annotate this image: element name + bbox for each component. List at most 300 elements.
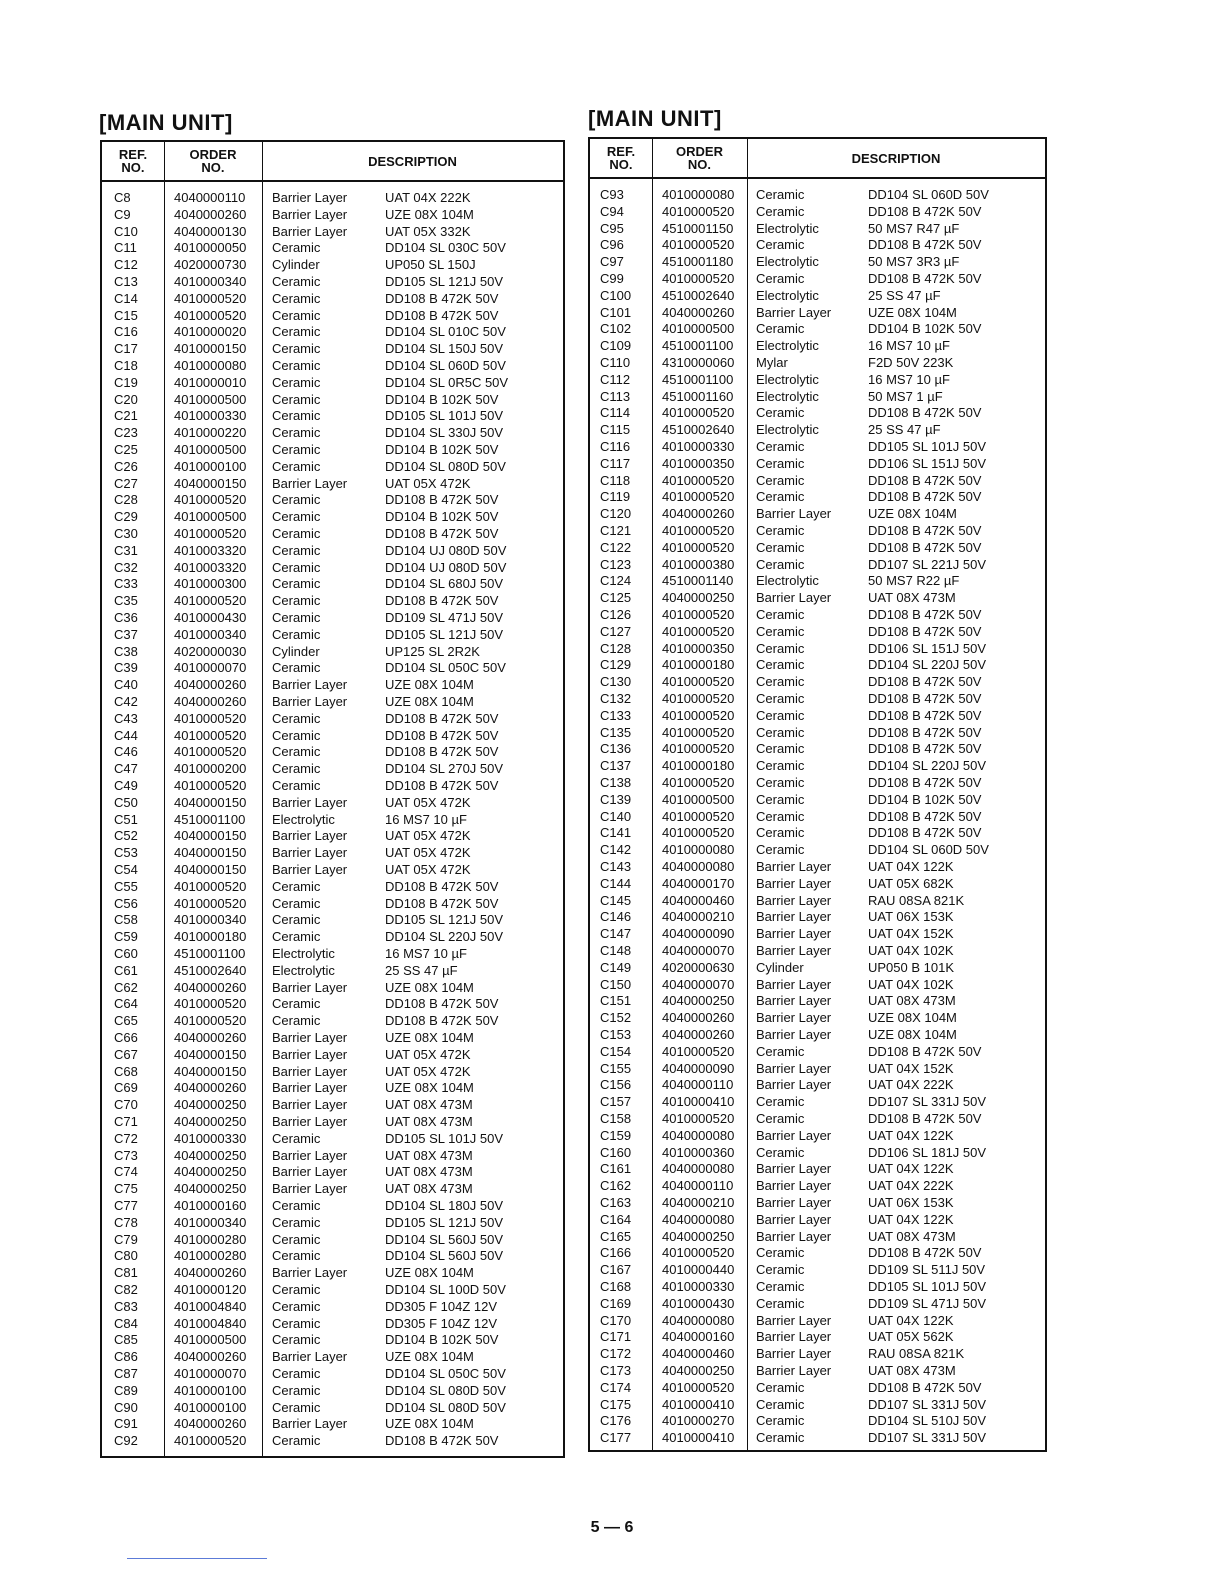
type-cell: Barrier Layer (756, 1178, 832, 1194)
order-no-cell: 4010000520 (174, 710, 247, 726)
type-cell: Barrier Layer (272, 223, 348, 239)
order-no-cell: 4010004840 (174, 1298, 247, 1314)
ref-no-cell: C18 (114, 358, 138, 373)
type-cell: Ceramic (756, 439, 805, 454)
order-no-cell: 4010000520 (662, 623, 735, 639)
order-no-cell: 4040000110 (662, 1178, 734, 1194)
order-no-cell: 4010000520 (662, 607, 735, 622)
ref-no-cell: C89 (114, 1382, 138, 1398)
spec-cell: DD305 F 104Z 12V (385, 1315, 498, 1331)
ref-no-cell: C150 (600, 976, 632, 992)
table-row (590, 1380, 1045, 1397)
ref-no-cell: C159 (600, 1127, 632, 1143)
order-no-cell: 4010000520 (662, 741, 735, 757)
type-cell: Ceramic (272, 374, 321, 390)
order-no-cell: 4010000360 (662, 1144, 735, 1160)
type-cell: Ceramic (272, 1231, 321, 1247)
spec-cell: DD104 SL 060D 50V (868, 187, 989, 202)
ref-no-cell: C113 (600, 388, 631, 404)
spec-cell: DD108 B 472K 50V (385, 710, 499, 726)
order-no-cell: 4010000520 (174, 778, 247, 793)
table-row (102, 459, 563, 476)
type-cell: Electrolytic (756, 371, 819, 387)
order-no-cell: 4010000330 (662, 439, 735, 454)
ref-no-cell: C31 (114, 542, 138, 558)
ref-no-cell: C78 (114, 1214, 138, 1230)
spec-cell: UAT 08X 473M (385, 1164, 473, 1180)
order-no-cell: 4010003320 (174, 559, 247, 575)
table-header (590, 139, 1045, 179)
order-no-cell: 4040000130 (174, 223, 247, 239)
type-cell: Ceramic (756, 1144, 805, 1160)
table-row (102, 543, 563, 560)
spec-cell: DD104 SL 080D 50V (385, 1399, 506, 1415)
ref-no-cell: C176 (600, 1413, 632, 1429)
table-row (102, 526, 563, 543)
ref-no-cell: C86 (114, 1349, 138, 1365)
order-no-cell: 4510001100 (174, 946, 246, 961)
type-cell: Barrier Layer (756, 1077, 832, 1093)
ref-no-cell: C171 (600, 1329, 632, 1345)
order-no-cell: 4040000070 (662, 976, 735, 992)
ref-no-cell: C70 (114, 1097, 138, 1113)
table-row (590, 321, 1045, 338)
spec-cell: DD104 SL 220J 50V (868, 758, 987, 774)
order-no-cell: 4010000520 (662, 1043, 735, 1059)
spec-cell: DD104 SL 510J 50V (868, 1413, 987, 1429)
spec-cell: DD108 B 472K 50V (868, 808, 982, 824)
order-no-cell: 4010000340 (174, 626, 247, 642)
table-row (102, 761, 563, 778)
table-row (102, 812, 563, 829)
ref-no-cell: C27 (114, 475, 138, 491)
spec-cell: DD108 B 472K 50V (868, 691, 982, 706)
ref-no-cell: C90 (114, 1399, 138, 1415)
type-cell: Ceramic (756, 187, 805, 202)
ref-no-cell: C100 (600, 287, 632, 303)
spec-cell: UAT 04X 152K (868, 1060, 954, 1076)
order-no-cell: 4010000350 (662, 640, 735, 656)
type-cell: Ceramic (756, 775, 805, 790)
table-row (590, 1111, 1045, 1128)
table-row (102, 291, 563, 308)
ref-no-cell: C55 (114, 878, 138, 894)
type-cell: Ceramic (272, 610, 321, 625)
table-row (102, 1332, 563, 1349)
type-cell: Barrier Layer (756, 1195, 832, 1210)
spec-cell: DD104 SL 560J 50V (385, 1248, 504, 1264)
ref-no-cell: C92 (114, 1433, 138, 1449)
ref-no-cell: C77 (114, 1198, 138, 1213)
type-cell: Barrier Layer (756, 1161, 832, 1177)
spec-cell: DD305 F 104Z 12V (385, 1298, 498, 1314)
spec-cell: UZE 08X 104M (385, 694, 474, 709)
order-no-cell: 4040000250 (174, 1147, 247, 1163)
ref-no-cell: C115 (600, 422, 631, 438)
order-no-cell: 4510001100 (662, 371, 734, 387)
table-row (102, 257, 563, 274)
table-row (102, 1383, 563, 1400)
table-row (102, 341, 563, 358)
ref-no-cell: C124 (600, 573, 632, 589)
spec-cell: UAT 04X 222K (868, 1178, 954, 1194)
spec-cell: UAT 04X 102K (868, 943, 954, 958)
order-no-cell: 4040000260 (174, 1349, 247, 1365)
ref-no-cell: C84 (114, 1315, 138, 1331)
table-row (590, 825, 1045, 842)
type-cell: Electrolytic (756, 220, 819, 236)
order-no-cell: 4010000520 (662, 405, 735, 421)
table-row (590, 355, 1045, 372)
order-no-cell: 4040000160 (662, 1329, 735, 1345)
table-row (590, 1212, 1045, 1229)
spec-cell: UAT 05X 472K (385, 1063, 471, 1079)
table-row (102, 778, 563, 795)
table-row (590, 657, 1045, 674)
type-cell: Ceramic (272, 576, 321, 592)
spec-cell: DD104 SL 180J 50V (385, 1198, 504, 1213)
order-no-cell: 4010000500 (662, 791, 735, 807)
table-row (102, 1400, 563, 1417)
type-cell: Ceramic (756, 808, 805, 824)
ref-no-cell: C144 (600, 875, 632, 891)
table-row (590, 1145, 1045, 1162)
ref-no-cell: C116 (600, 439, 631, 454)
table-row (102, 190, 563, 207)
order-no-cell: 4010000520 (662, 674, 735, 690)
order-no-cell: 4010004840 (174, 1315, 247, 1331)
table-row (590, 1027, 1045, 1044)
table-row (590, 993, 1045, 1010)
ref-no-cell: C25 (114, 442, 138, 457)
ref-no-cell: C42 (114, 694, 138, 709)
table-row (590, 641, 1045, 658)
type-cell: Barrier Layer (756, 976, 832, 992)
table-row (102, 660, 563, 677)
type-cell: Ceramic (756, 1279, 805, 1294)
table-row (102, 1215, 563, 1232)
table-row (590, 1262, 1045, 1279)
ref-no-cell: C93 (600, 187, 624, 202)
type-cell: Ceramic (756, 691, 805, 706)
order-no-cell: 4040000150 (174, 828, 247, 844)
table-row (102, 1349, 563, 1366)
order-no-cell: 4010000430 (174, 610, 247, 625)
ref-no-cell: C85 (114, 1332, 138, 1348)
ref-no-cell: C13 (114, 274, 138, 289)
table-row (102, 795, 563, 812)
order-no-cell: 4010000520 (174, 744, 247, 760)
order-no-cell: 4010000520 (662, 691, 735, 706)
ref-no-cell: C175 (600, 1396, 632, 1412)
ref-no-cell: C172 (600, 1346, 632, 1362)
ref-no-cell: C123 (600, 556, 632, 572)
ref-no-cell: C129 (600, 657, 632, 673)
type-cell: Ceramic (756, 674, 805, 690)
page-number: 5 — 6 (590, 1519, 634, 1536)
ref-no-cell: C112 (600, 371, 631, 387)
ref-no-cell: C125 (600, 590, 632, 606)
order-no-cell: 4040000260 (662, 304, 735, 320)
order-no-cell: 4010000520 (662, 825, 735, 841)
table-row (102, 1164, 563, 1181)
order-no-cell: 4010000410 (662, 1094, 735, 1110)
ref-no-cell: C114 (600, 405, 631, 421)
type-cell: Electrolytic (756, 573, 819, 589)
table-row (102, 1282, 563, 1299)
order-no-cell: 4010000520 (662, 775, 735, 790)
order-no-cell: 4010000070 (174, 1366, 247, 1381)
ref-no-cell: C162 (600, 1178, 632, 1194)
type-cell: Ceramic (756, 203, 805, 219)
left-section-title: [MAIN UNIT] (99, 110, 233, 135)
type-cell: Ceramic (756, 842, 805, 858)
order-no-cell: 4040000260 (662, 1027, 735, 1042)
table-row (590, 422, 1045, 439)
type-cell: Ceramic (756, 607, 805, 622)
order-no-cell: 4510001100 (174, 811, 246, 827)
type-cell: Ceramic (272, 1282, 321, 1297)
ref-no-cell: C119 (600, 489, 631, 505)
right-section-title: [MAIN UNIT] (588, 106, 722, 131)
ref-no-cell: C30 (114, 526, 138, 541)
type-cell: Electrolytic (272, 811, 335, 827)
type-cell: Ceramic (756, 640, 805, 656)
spec-cell: DD107 SL 331J 50V (868, 1430, 987, 1446)
order-no-cell: 4010000520 (174, 290, 247, 306)
ref-no-cell: C142 (600, 842, 632, 858)
type-cell: Barrier Layer (272, 206, 348, 222)
table-row (102, 358, 563, 375)
type-cell: Ceramic (272, 442, 321, 457)
spec-cell: DD108 B 472K 50V (868, 775, 982, 790)
table-row (102, 1232, 563, 1249)
table-row (590, 1329, 1045, 1346)
order-no-cell: 4010000520 (174, 492, 247, 508)
spec-cell: DD108 B 472K 50V (385, 727, 499, 743)
order-no-cell: 4010000520 (662, 523, 735, 538)
type-cell: Ceramic (272, 391, 321, 407)
table-row (590, 573, 1045, 590)
table-row (102, 1097, 563, 1114)
table-row (102, 1416, 563, 1433)
type-cell: Ceramic (756, 405, 805, 421)
spec-cell: UZE 08X 104M (868, 506, 957, 522)
table-row (590, 1229, 1045, 1246)
spec-cell: DD104 B 102K 50V (385, 442, 499, 457)
order-no-cell: 4010000330 (662, 1279, 735, 1294)
table-row (102, 845, 563, 862)
type-cell: Ceramic (756, 556, 805, 572)
table-row (590, 1077, 1045, 1094)
spec-cell: UZE 08X 104M (868, 1027, 957, 1042)
spec-cell: UAT 05X 682K (868, 875, 954, 891)
ref-no-cell: C54 (114, 862, 138, 877)
ref-no-cell: C9 (114, 206, 131, 222)
spec-cell: 25 SS 47 µF (385, 962, 458, 978)
spec-cell: DD108 B 472K 50V (868, 237, 982, 253)
order-no-cell: 4040000150 (174, 1063, 247, 1079)
type-cell: Ceramic (756, 707, 805, 723)
spec-cell: UZE 08X 104M (385, 979, 474, 995)
table-row (590, 893, 1045, 910)
type-cell: Ceramic (756, 724, 805, 740)
type-cell: Ceramic (272, 307, 321, 323)
ref-no-cell: C38 (114, 643, 138, 659)
ref-no-cell: C99 (600, 271, 624, 286)
spec-cell: DD108 B 472K 50V (385, 744, 499, 760)
ref-no-cell: C33 (114, 576, 138, 592)
ref-no-cell: C155 (600, 1060, 632, 1076)
order-no-cell: 4010000100 (174, 1382, 247, 1398)
spec-cell: DD108 B 472K 50V (868, 1245, 982, 1261)
order-no-cell: 4010000380 (662, 556, 735, 572)
ref-no-cell: C66 (114, 1030, 138, 1045)
table-row (102, 1181, 563, 1198)
ref-no-cell: C177 (600, 1430, 632, 1446)
order-no-cell: 4010000520 (174, 526, 247, 541)
order-no-cell: 4040000150 (174, 1046, 247, 1062)
spec-cell: DD108 B 472K 50V (385, 878, 499, 894)
type-cell: Ceramic (756, 1379, 805, 1395)
order-no-cell: 4010000160 (174, 1198, 247, 1213)
order-no-cell: 4010000520 (662, 237, 735, 253)
spec-cell: DD104 SL 270J 50V (385, 761, 504, 777)
spec-cell: DD108 B 472K 50V (385, 492, 499, 508)
ref-no-cell: C101 (600, 304, 632, 320)
type-cell: Ceramic (756, 1413, 805, 1429)
spec-cell: UAT 08X 473M (868, 993, 956, 1009)
table-row (590, 338, 1045, 355)
order-no-cell: 4010000080 (662, 842, 735, 858)
ref-no-cell: C11 (114, 240, 137, 256)
ref-no-cell: C39 (114, 660, 138, 676)
ref-no-cell: C56 (114, 895, 138, 911)
type-cell: Electrolytic (756, 287, 819, 303)
table-row (590, 473, 1045, 490)
spec-cell: UP050 B 101K (868, 959, 955, 975)
ref-no-cell: C19 (114, 374, 138, 390)
table-row (590, 305, 1045, 322)
type-cell: Ceramic (756, 825, 805, 841)
type-cell: Ceramic (756, 271, 805, 286)
type-cell: Ceramic (756, 741, 805, 757)
table-row (102, 1433, 563, 1450)
table-row (102, 492, 563, 509)
table-row (590, 741, 1045, 758)
type-cell: Ceramic (756, 237, 805, 253)
table-row (102, 224, 563, 241)
type-cell: Barrier Layer (756, 1329, 832, 1345)
ref-no-cell: C141 (600, 825, 632, 841)
order-no-cell: 4040000250 (174, 1097, 247, 1113)
order-no-cell: 4010000520 (662, 271, 735, 286)
order-no-cell: 4010000440 (662, 1262, 735, 1278)
table-row (102, 1047, 563, 1064)
table-row (102, 912, 563, 929)
table-row (590, 977, 1045, 994)
order-no-cell: 4010000520 (174, 895, 247, 911)
ref-no-cell: C126 (600, 607, 632, 622)
order-no-cell: 4010000100 (174, 458, 247, 474)
spec-cell: DD108 B 472K 50V (868, 539, 982, 555)
spec-cell: DD108 B 472K 50V (868, 623, 982, 639)
ref-no-cell: C166 (600, 1245, 632, 1261)
type-cell: Ceramic (272, 1382, 321, 1398)
spec-cell: UAT 04X 122K (868, 859, 954, 874)
type-cell: Barrier Layer (756, 590, 832, 606)
table-row (590, 960, 1045, 977)
order-no-cell: 4010000520 (174, 593, 247, 609)
ref-no-cell: C149 (600, 959, 632, 975)
type-cell: Ceramic (272, 559, 321, 575)
ref-no-cell: C138 (600, 775, 632, 790)
ref-no-cell: C28 (114, 492, 138, 508)
ref-no-cell: C97 (600, 254, 624, 270)
type-cell: Ceramic (756, 623, 805, 639)
spec-cell: UAT 05X 332K (385, 223, 471, 239)
ref-no-cell: C117 (600, 455, 631, 471)
ref-no-cell: C83 (114, 1298, 138, 1314)
order-no-cell: 4040000260 (174, 677, 247, 693)
ref-no-cell: C59 (114, 929, 138, 945)
order-no-cell: 4040000170 (662, 875, 735, 891)
table-row (590, 809, 1045, 826)
ref-no-cell: C29 (114, 509, 138, 525)
left-parts-table (100, 140, 565, 1458)
table-row (590, 288, 1045, 305)
spec-cell: DD104 SL 220J 50V (868, 657, 987, 673)
table-row (590, 389, 1045, 406)
table-row (102, 560, 563, 577)
ref-no-cell: C164 (600, 1211, 632, 1227)
order-no-cell: 4010000500 (662, 321, 735, 337)
spec-cell: DD108 B 472K 50V (385, 1013, 499, 1029)
spec-cell: DD105 SL 101J 50V (385, 1130, 504, 1146)
table-row (102, 828, 563, 845)
spec-cell: DD104 SL 680J 50V (385, 576, 504, 592)
spec-cell: UAT 05X 472K (385, 845, 471, 861)
table-row (102, 1080, 563, 1097)
order-no-cell: 4040000260 (174, 979, 247, 995)
type-cell: Barrier Layer (272, 190, 348, 205)
order-no-cell: 4010000220 (174, 425, 247, 441)
type-cell: Ceramic (272, 1399, 321, 1415)
ref-no-cell: C133 (600, 707, 632, 723)
header-ref-no: REF. NO. (606, 144, 636, 172)
type-cell: Barrier Layer (756, 1127, 832, 1143)
type-cell: Ceramic (756, 1111, 805, 1126)
type-cell: Ceramic (272, 778, 321, 793)
order-no-cell: 4010000070 (174, 660, 247, 676)
order-no-cell: 4040000080 (662, 1211, 735, 1227)
spec-cell: DD108 B 472K 50V (868, 674, 982, 690)
type-cell: Ceramic (272, 526, 321, 541)
table-row (590, 725, 1045, 742)
spec-cell: DD104 SL 050C 50V (385, 1366, 506, 1381)
ref-no-cell: C21 (114, 408, 138, 424)
spec-cell: UAT 04X 122K (868, 1127, 954, 1143)
order-no-cell: 4010000180 (662, 657, 735, 673)
header-description: DESCRIPTION (368, 153, 457, 169)
type-cell: Barrier Layer (272, 475, 348, 491)
spec-cell: UAT 08X 473M (868, 590, 956, 606)
type-cell: Ceramic (272, 878, 321, 894)
ref-no-cell: C14 (114, 290, 138, 306)
order-no-cell: 4010000330 (174, 1130, 247, 1146)
table-row (590, 372, 1045, 389)
spec-cell: DD108 B 472K 50V (868, 724, 982, 740)
